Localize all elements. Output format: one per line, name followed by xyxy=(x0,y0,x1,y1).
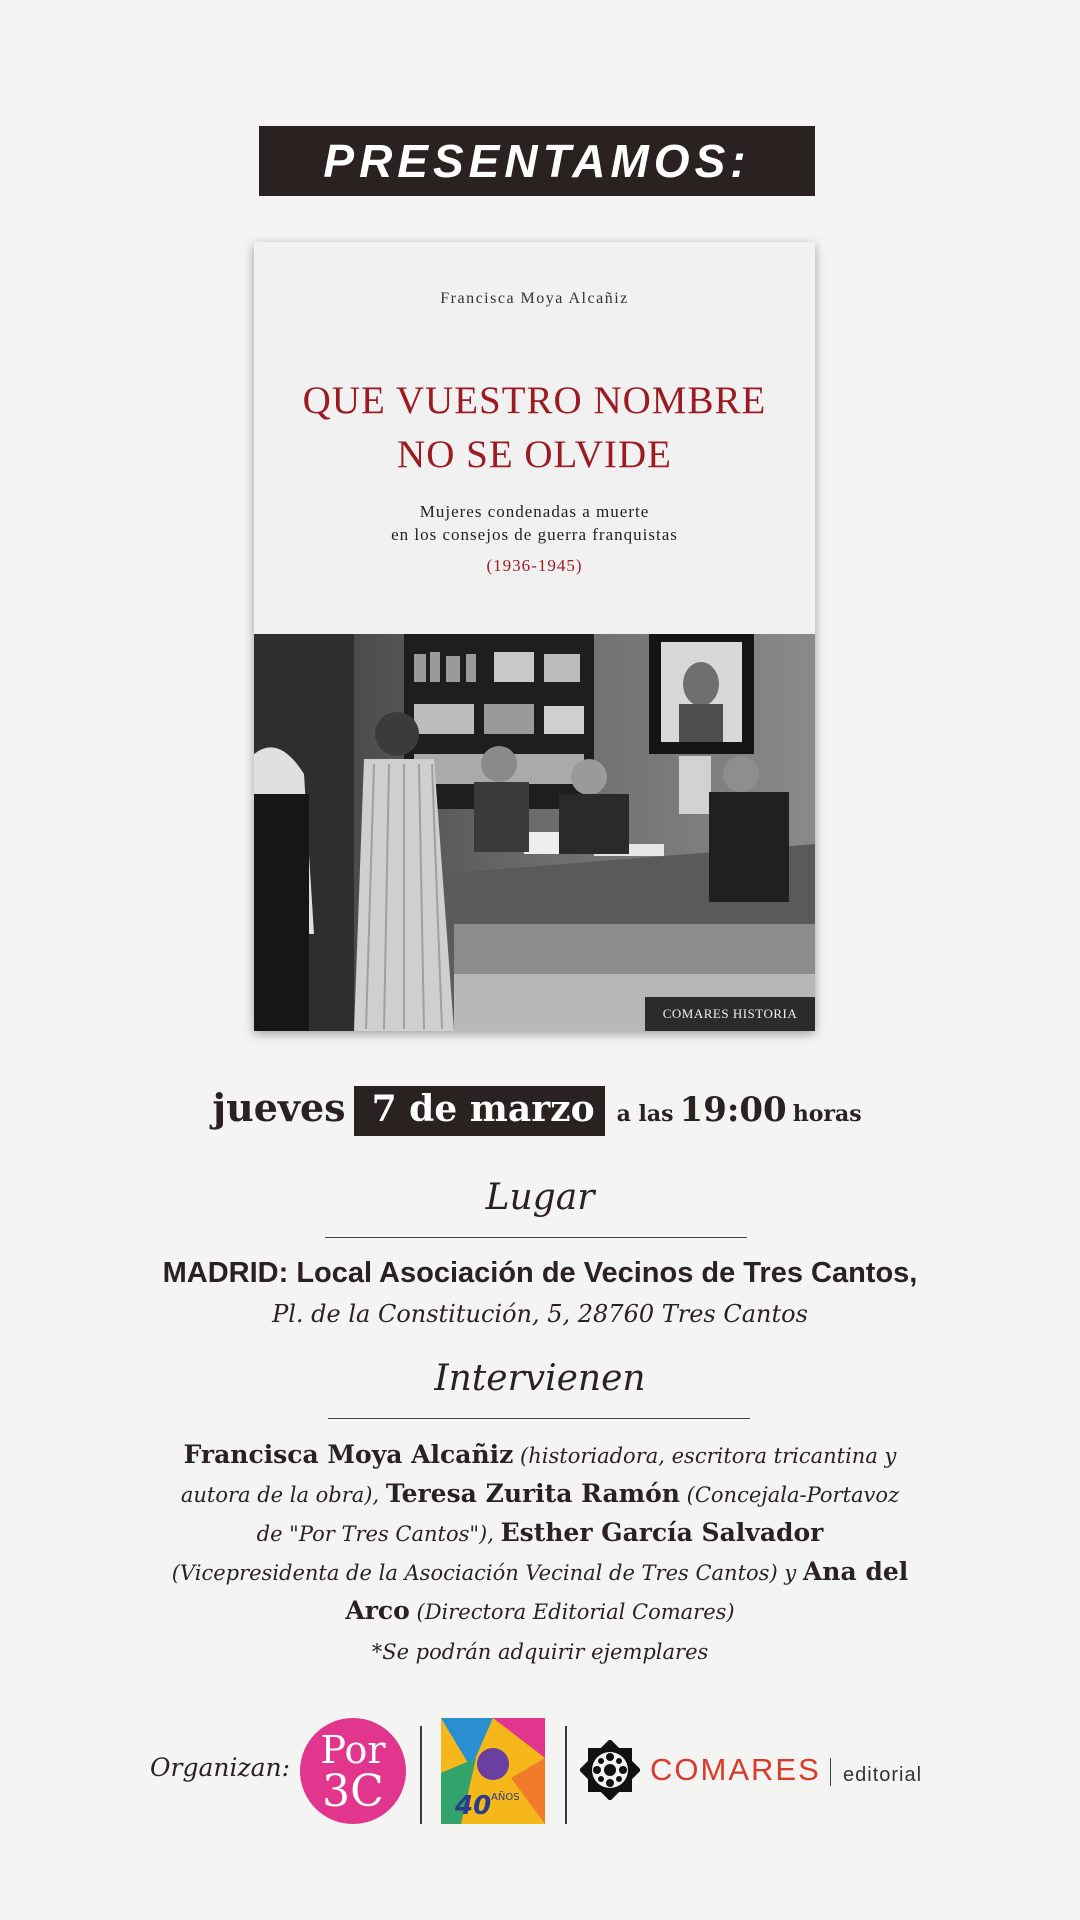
comares-divider xyxy=(830,1758,831,1786)
speaker-conjunction: y xyxy=(784,1561,797,1585)
book-years: (1936-1945) xyxy=(486,556,583,575)
venue-block xyxy=(150,1253,930,1334)
speaker-name: Francisca Moya Alcañiz xyxy=(183,1440,514,1469)
book-title-line-1: QUE VUESTRO NOMBRE xyxy=(302,379,767,422)
book-subtitle-line-2: en los consejos de guerra franquistas xyxy=(391,525,678,544)
book-cover xyxy=(254,242,815,1031)
event-time: 19:00 xyxy=(679,1090,787,1130)
organizers-label: Organizan: xyxy=(150,1753,291,1782)
cover-photo-icon xyxy=(254,634,815,1031)
speakers-heading: Intervienen xyxy=(434,1358,646,1399)
speaker-role: (Concejala-Portavoz de "Por Tres Cantos"), xyxy=(256,1483,900,1546)
rosette-icon xyxy=(580,1740,640,1800)
logo-separator xyxy=(420,1726,422,1824)
anniversary-number: 40 xyxy=(455,1791,492,1821)
speaker-role: (Directora Editorial Comares) xyxy=(416,1600,735,1624)
event-date-line xyxy=(0,1085,1080,1136)
speakers-block xyxy=(170,1436,910,1631)
comares-name: COMARES xyxy=(650,1752,821,1787)
anniversary-word: AÑOS xyxy=(491,1792,520,1803)
event-weekday: jueves xyxy=(212,1085,346,1130)
banner-text: PRESENTAMOS: xyxy=(323,135,751,187)
book-title xyxy=(254,374,815,482)
purchase-note: *Se podrán adquirir ejemplares xyxy=(371,1640,709,1664)
logo-separator xyxy=(565,1726,567,1824)
speaker-name: Teresa Zurita Ramón xyxy=(385,1479,680,1508)
speaker-role: (Vicepresidenta de la Asociación Vecinal de Tres Cantos) xyxy=(171,1561,778,1585)
venue-address: Pl. de la Constitución, 5, 28760 Tres Cantos xyxy=(272,1300,808,1328)
event-connector: a las xyxy=(616,1101,674,1127)
anniversary-logo-icon xyxy=(441,1718,545,1824)
speakers-divider xyxy=(328,1418,750,1419)
speaker-name: Ana del Arco xyxy=(345,1557,909,1625)
book-title-line-2: NO SE OLVIDE xyxy=(397,433,672,476)
presentamos-banner xyxy=(259,126,815,196)
comares-sub: editorial xyxy=(843,1764,923,1786)
por3c-logo-top: Por xyxy=(320,1728,386,1772)
book-subtitle-line-1: Mujeres condenadas a muerte xyxy=(419,502,650,521)
event-date: 7 de marzo xyxy=(354,1086,605,1136)
event-time-unit: horas xyxy=(792,1101,862,1127)
por3c-logo xyxy=(300,1718,406,1824)
location-heading: Lugar xyxy=(485,1177,595,1218)
por3c-logo-bottom: 3C xyxy=(322,1766,384,1817)
speaker-role: (historiadora, escritora tricantina y autora de la obra), xyxy=(180,1444,897,1507)
book-subtitle xyxy=(254,500,815,546)
speaker-name: Esther García Salvador xyxy=(500,1518,824,1547)
venue-name: MADRID: Local Asociación de Vecinos de Tres Cantos, xyxy=(162,1257,918,1289)
location-divider xyxy=(325,1237,747,1238)
book-author: Francisca Moya Alcañiz xyxy=(440,290,629,307)
collection-badge: COMARES HISTORIA xyxy=(645,997,815,1031)
